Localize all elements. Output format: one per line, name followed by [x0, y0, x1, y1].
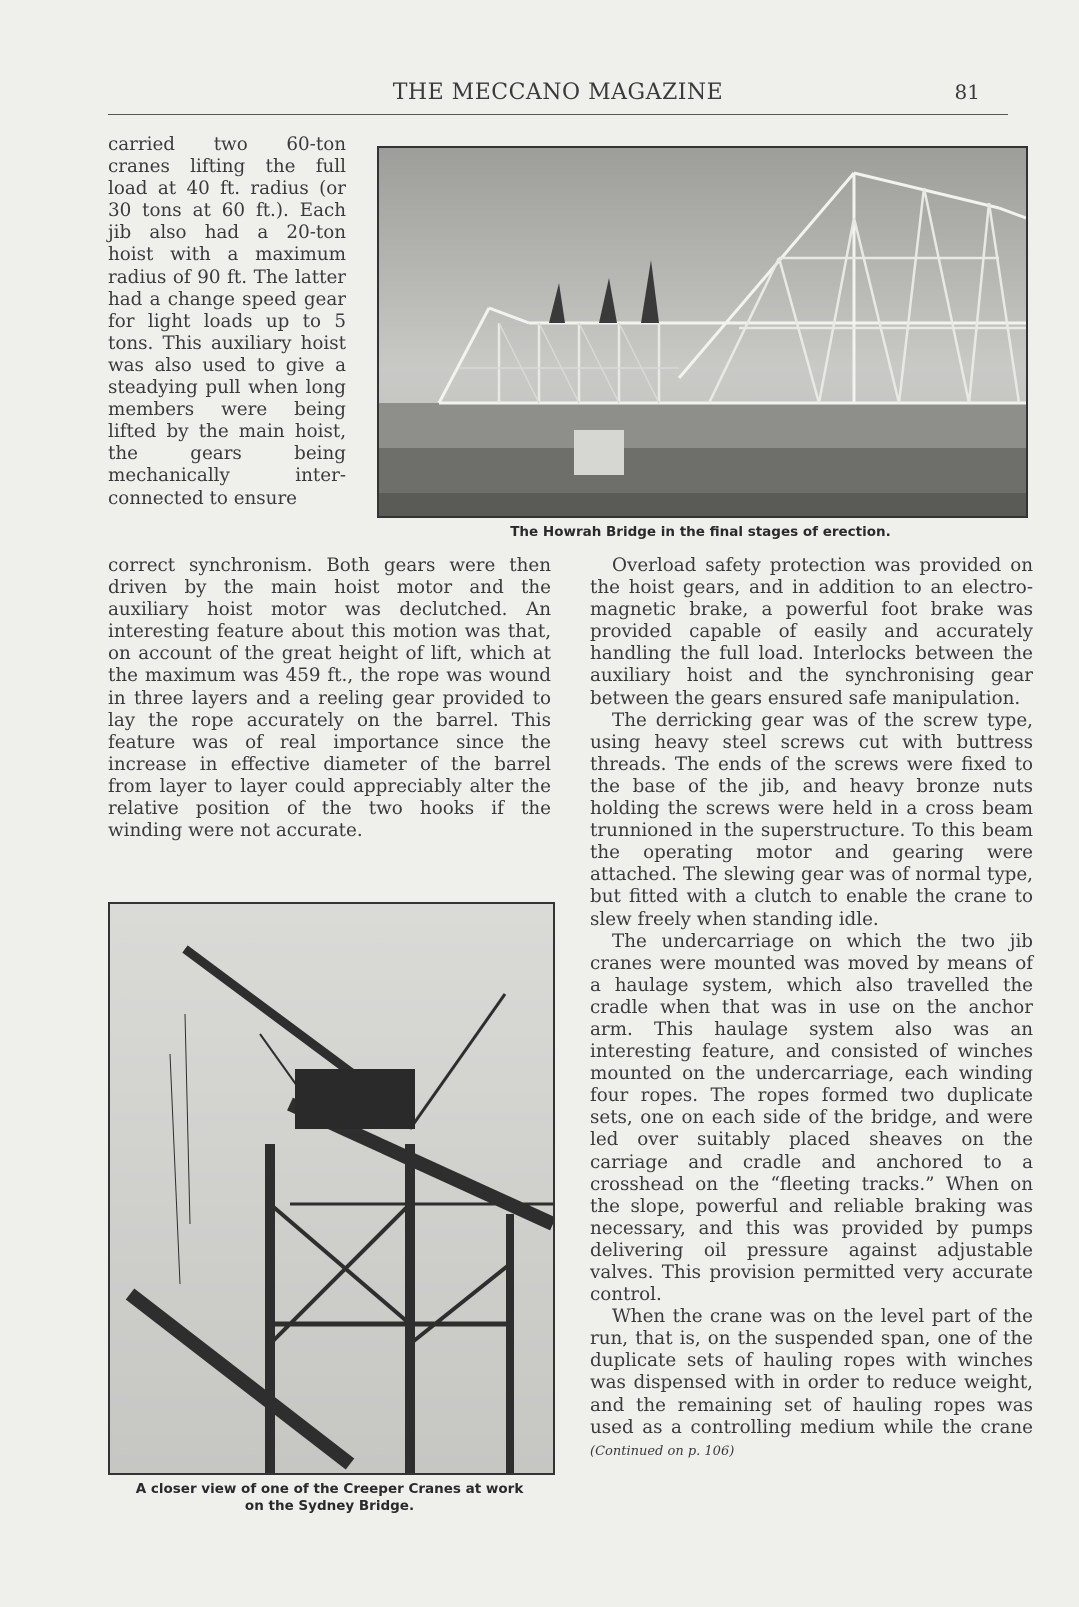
caption-line: A closer view of one of the Creeper Cranes at work — [135, 1481, 524, 1497]
creeper-crane-photo — [108, 902, 555, 1475]
right-column-text — [590, 555, 1033, 1463]
howrah-bridge-photo — [377, 146, 1028, 518]
paragraph: The undercarriage on which the two jib cranes were mounted was moved by means of a haulage system, which also travelled the cradle when that was in use on the anchor arm. This haulage system also was an interesting feature, and consisted of winches mounted on the undercarriage, each winding four ropes. The ropes formed two duplicate sets, one on each side of the bridge, and were led over suitably placed sheaves on the carriage and cradle and anchored to a crosshead on the “fleeting tracks.” When on the slope, powerful and reliable braking was necessary, and this was provided by pumps delivering oil pressure against adjustable valves. This provision permitted very accurate control. — [590, 930, 1033, 1306]
paragraph: carried two 60-ton cranes lifting the full load at 40 ft. radius (or 30 tons at 60 ft.). Each jib also had a 20-ton hoist with a maximum radius of 90 ft. The latter had a change speed gear for light loads up to 5 tons. This auxiliary hoist was also used to give a steadying pull when long members were being lifted by the main hoist, the gears being mechanically inter-connected to ensure — [108, 134, 346, 509]
paragraph — [590, 1306, 1033, 1463]
paragraph-text: When the crane was on the level part of the run, that is, on the suspended span, one of the duplicate sets of hauling ropes with winches was dispensed with in order to reduce weight, and the remaining set of hauling ropes was used as a controlling medium while the crane — [590, 1306, 1033, 1438]
howrah-bridge-caption: The Howrah Bridge in the final stages of erection. — [510, 524, 891, 540]
page-header — [108, 80, 1008, 108]
paragraph: Overload safety protection was provided on the hoist gears, and in addition to an electro-magnetic brake, a powerful foot brake was provided capable of easily and accurately handling the full load. Interlocks between the auxiliary hoist and the synchronising gear between the gears ensured safe manipulation. — [590, 555, 1033, 709]
left-column-text — [108, 555, 551, 842]
paragraph: correct synchronism. Both gears were then driven by the main hoist motor and the auxiliary hoist motor was declutched. An interesting feature about this motion was that, on account of the great height of lift, which at the maximum was 459 ft., the rope was wound in three layers and a reeling gear provided to lay the rope accurately on the barrel. This feature was of real importance since the increase in effective diameter of the barrel from layer to layer could appreciably alter the relative position of the two hooks if the winding were not accurate. — [108, 555, 551, 842]
continued-note: (Continued on p. 106) — [590, 1443, 735, 1459]
paragraph: The derricking gear was of the screw type, using heavy steel screws cut with buttress threads. The ends of the screws were fixed to the base of the jib, and heavy bronze nuts holding the screws were held in a cross beam trunnioned in the superstructure. To this beam the operating motor and gearing were attached. The slewing gear was of normal type, but fitted with a clutch to enable the crane to slew freely when standing idle. — [590, 709, 1033, 930]
creeper-crane-caption — [98, 1481, 561, 1515]
narrow-column-text — [108, 134, 346, 510]
caption-line: on the Sydney Bridge. — [244, 1498, 415, 1514]
header-rule — [108, 114, 1008, 115]
magazine-title: THE MECCANO MAGAZINE — [392, 80, 724, 105]
page-number: 81 — [954, 80, 980, 104]
